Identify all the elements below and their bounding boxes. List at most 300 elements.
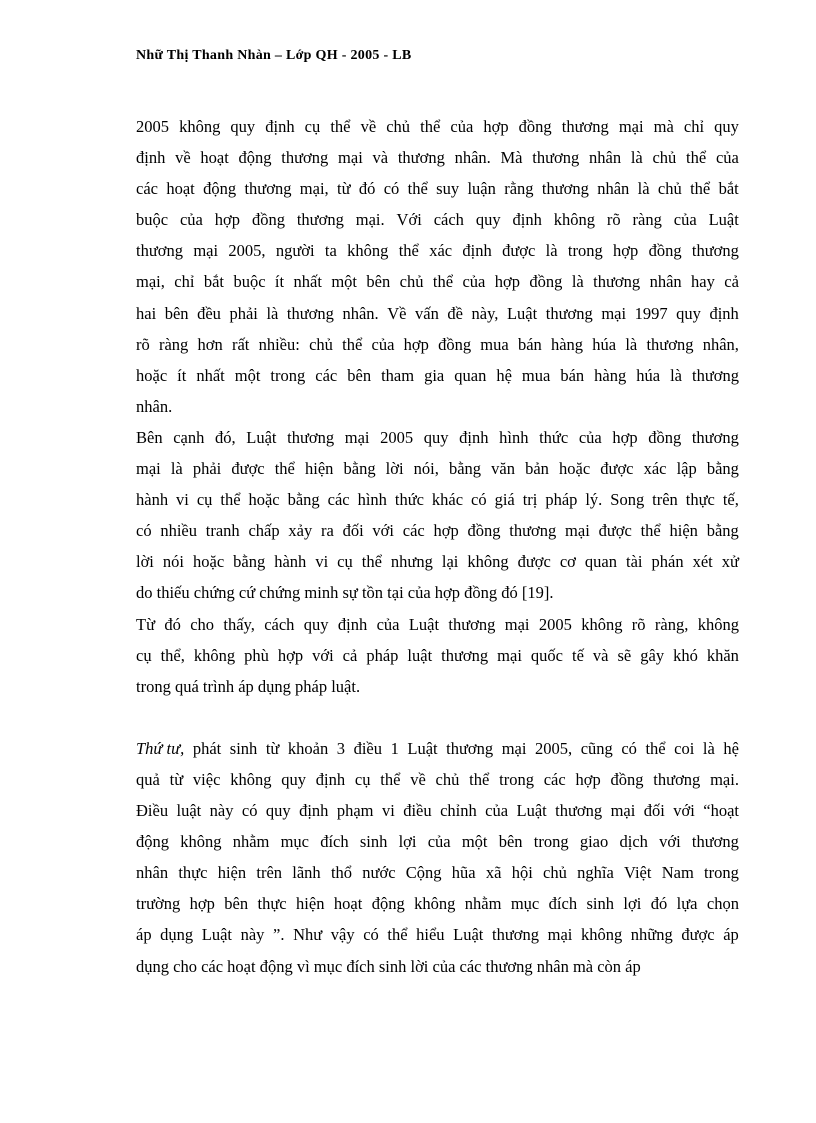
word: trên bbox=[652, 490, 678, 510]
word: hiện bbox=[296, 894, 325, 914]
word: hũa bbox=[451, 863, 476, 883]
word: áp bbox=[136, 925, 152, 945]
word: thương bbox=[555, 801, 603, 821]
word: thương bbox=[541, 179, 589, 199]
word: luật bbox=[176, 801, 202, 821]
word: Luật bbox=[708, 210, 739, 230]
word: các bbox=[543, 769, 566, 789]
word: của bbox=[450, 117, 474, 136]
word: được bbox=[502, 241, 536, 261]
word: nói, bbox=[413, 459, 439, 479]
word: Nam bbox=[661, 863, 694, 883]
word: coi bbox=[674, 738, 695, 758]
word: gia bbox=[424, 365, 445, 385]
word: mua bbox=[521, 365, 551, 385]
word: mục bbox=[280, 832, 309, 852]
word: khác bbox=[431, 490, 464, 510]
word: sinh bbox=[586, 894, 615, 914]
word: phán bbox=[651, 552, 684, 572]
word: thể bbox=[640, 521, 661, 541]
word: của bbox=[462, 272, 486, 292]
word: thể bbox=[361, 552, 382, 572]
word: hay bbox=[691, 272, 715, 292]
word: nhân. bbox=[342, 303, 379, 323]
word: Mà bbox=[500, 148, 523, 168]
word: về bbox=[175, 148, 191, 168]
word: húa bbox=[636, 365, 661, 385]
word: ràng bbox=[632, 210, 662, 230]
text-line bbox=[136, 919, 739, 950]
word: trường bbox=[136, 894, 181, 914]
word: hợp bbox=[433, 521, 459, 541]
word: Song bbox=[610, 490, 645, 510]
word: không bbox=[580, 925, 623, 945]
word: cạnh bbox=[173, 427, 205, 447]
word: định bbox=[459, 427, 489, 447]
word: trong bbox=[499, 769, 534, 789]
word: xét bbox=[692, 552, 713, 572]
word: 2005 bbox=[380, 427, 414, 447]
word: Như bbox=[293, 925, 323, 945]
word: Luật bbox=[453, 925, 484, 945]
word: pháp bbox=[545, 490, 578, 510]
word: động bbox=[203, 179, 237, 199]
word: các bbox=[402, 521, 425, 541]
word: quốc bbox=[530, 645, 563, 665]
word: quy bbox=[303, 614, 329, 634]
word: sinh bbox=[229, 738, 258, 758]
word: sinh bbox=[359, 832, 388, 852]
word: quy bbox=[714, 117, 739, 136]
word: chọn bbox=[706, 894, 739, 914]
word: thể bbox=[420, 117, 441, 136]
word: thương bbox=[509, 521, 557, 541]
word: về bbox=[410, 769, 426, 789]
word: rõ bbox=[136, 334, 150, 354]
word: nhằm bbox=[464, 894, 502, 914]
word: mà bbox=[653, 117, 674, 136]
word: là bbox=[637, 179, 650, 199]
word: hành bbox=[274, 552, 307, 572]
word: là bbox=[545, 241, 558, 261]
word: bên bbox=[498, 832, 523, 852]
word: lợi bbox=[623, 894, 642, 914]
word: là bbox=[571, 272, 584, 292]
word: của bbox=[578, 427, 602, 447]
word: hoặc bbox=[193, 552, 225, 572]
word: động bbox=[136, 832, 169, 852]
word: hợp bbox=[403, 334, 429, 354]
word: thể bbox=[398, 241, 419, 261]
word: thổ bbox=[330, 863, 353, 883]
word: không bbox=[414, 894, 456, 914]
word: thương bbox=[136, 241, 184, 261]
word: lý. bbox=[585, 490, 603, 510]
word: được bbox=[600, 459, 634, 479]
text-line bbox=[136, 609, 739, 640]
word: thể bbox=[690, 179, 711, 199]
word: từ bbox=[337, 179, 351, 199]
word: giá bbox=[494, 490, 515, 510]
word: cả bbox=[724, 272, 739, 292]
word: rất bbox=[231, 334, 250, 354]
word: thương bbox=[691, 241, 739, 261]
word: hàng bbox=[550, 334, 584, 354]
word: hình bbox=[499, 427, 529, 447]
text-line bbox=[136, 577, 739, 608]
line-text: trong quá trình áp dụng pháp luật. bbox=[136, 676, 361, 696]
word: định bbox=[315, 769, 346, 789]
word: tế bbox=[572, 645, 584, 665]
text-line bbox=[136, 111, 739, 142]
word: đồng bbox=[251, 210, 285, 230]
word: được bbox=[231, 459, 265, 479]
word: nhân bbox=[597, 179, 630, 199]
word: đối bbox=[342, 521, 364, 541]
word: nhất bbox=[196, 365, 225, 385]
word: quả bbox=[136, 769, 160, 789]
word: rõ bbox=[606, 210, 621, 230]
text-line bbox=[136, 298, 739, 329]
word: chủ bbox=[543, 863, 567, 883]
line-text: nhân. bbox=[136, 396, 173, 416]
word: phải bbox=[229, 303, 258, 323]
word: suy bbox=[436, 179, 460, 199]
word: bản bbox=[525, 459, 549, 479]
text-line bbox=[136, 515, 739, 546]
word: thể bbox=[380, 769, 401, 789]
word: sẽ bbox=[617, 645, 632, 665]
word: điều bbox=[353, 738, 383, 758]
word: “hoạt bbox=[703, 801, 739, 821]
word: và bbox=[592, 645, 609, 665]
word: bằng bbox=[343, 459, 376, 479]
text-line bbox=[136, 640, 739, 671]
word: mại bbox=[547, 925, 573, 945]
word: luận bbox=[467, 179, 496, 199]
word: áp bbox=[723, 925, 739, 945]
word: Cộng bbox=[405, 863, 442, 883]
word: tham bbox=[381, 365, 415, 385]
word: đồng bbox=[467, 521, 501, 541]
word: hệ bbox=[496, 365, 512, 385]
word: 1 bbox=[390, 738, 399, 758]
word: nhằm bbox=[232, 832, 270, 852]
word: định bbox=[136, 148, 166, 168]
word: hợp bbox=[277, 645, 304, 665]
word: thể bbox=[645, 738, 666, 758]
word: từ bbox=[169, 769, 184, 789]
word: những bbox=[630, 925, 673, 945]
word: nước bbox=[362, 863, 396, 883]
word: ít bbox=[177, 365, 187, 385]
word: các bbox=[327, 490, 350, 510]
word: mại, bbox=[299, 179, 329, 199]
word: giao bbox=[579, 832, 609, 852]
word: quy bbox=[230, 117, 256, 136]
word: cho bbox=[190, 614, 215, 634]
word: trong bbox=[567, 241, 603, 261]
word: Việt bbox=[624, 863, 652, 883]
word: vi bbox=[315, 552, 329, 572]
word: hội bbox=[511, 863, 533, 883]
word: khó bbox=[673, 645, 698, 665]
word: đồng bbox=[610, 769, 644, 789]
text-line bbox=[136, 453, 739, 484]
word: đích bbox=[320, 832, 349, 852]
word: bằng bbox=[287, 490, 320, 510]
word: được bbox=[517, 552, 551, 572]
word: hơn bbox=[197, 334, 223, 354]
word: tranh bbox=[205, 521, 240, 541]
word: đó bbox=[358, 179, 376, 199]
word: không bbox=[697, 614, 739, 634]
word: không bbox=[553, 210, 595, 230]
word: lựa bbox=[676, 894, 698, 914]
word: của bbox=[715, 148, 739, 168]
word: cách bbox=[433, 210, 464, 230]
word: 2005 bbox=[538, 614, 572, 634]
word: húa bbox=[592, 334, 617, 354]
text-line bbox=[136, 951, 739, 982]
word: xác bbox=[429, 241, 453, 261]
word: bằng bbox=[706, 521, 739, 541]
word: định bbox=[265, 117, 295, 136]
text-line bbox=[136, 888, 739, 919]
word: Luật bbox=[407, 738, 438, 758]
word: thương bbox=[244, 179, 292, 199]
word: bằng bbox=[706, 459, 739, 479]
word: thương bbox=[691, 365, 739, 385]
word: hoạt bbox=[200, 148, 229, 168]
word: lại bbox=[441, 552, 459, 572]
word: các bbox=[315, 365, 338, 385]
word: dịch bbox=[619, 832, 648, 852]
word: Luật bbox=[246, 427, 277, 447]
word: hai bbox=[136, 303, 157, 323]
word: nhân bbox=[136, 863, 169, 883]
word: trên bbox=[256, 863, 283, 883]
word: chỉnh bbox=[440, 801, 477, 821]
document-body bbox=[136, 111, 739, 982]
word: hành bbox=[136, 490, 169, 510]
word: 1997 bbox=[634, 303, 668, 323]
word: chủ bbox=[652, 148, 677, 168]
running-header: Nhữ Thị Thanh Nhàn – Lớp QH - 2005 - LB bbox=[136, 48, 412, 63]
word: thương bbox=[691, 832, 739, 852]
word: định bbox=[299, 801, 329, 821]
word: đó, bbox=[215, 427, 236, 447]
text-line bbox=[136, 360, 739, 391]
word: động bbox=[371, 894, 405, 914]
word: bắt bbox=[718, 179, 739, 199]
word: hiện bbox=[304, 459, 334, 479]
word: phạm bbox=[336, 801, 374, 821]
word: thể bbox=[686, 148, 707, 168]
word: nhất bbox=[293, 272, 322, 292]
word: cụ bbox=[337, 552, 353, 572]
word: không bbox=[179, 117, 221, 136]
word: trị bbox=[522, 490, 538, 510]
word: khăn bbox=[706, 645, 739, 665]
word: từ bbox=[265, 738, 280, 758]
word: đồng bbox=[529, 272, 563, 292]
word: tế, bbox=[722, 490, 739, 510]
word: tài bbox=[626, 552, 643, 572]
word: mại bbox=[136, 459, 161, 479]
word: hiện bbox=[669, 521, 698, 541]
word: nói bbox=[162, 552, 184, 572]
word: luật bbox=[407, 645, 433, 665]
word: Điều bbox=[136, 801, 169, 821]
word: nhân bbox=[649, 272, 682, 292]
word: ràng bbox=[158, 334, 189, 354]
word: hợp bbox=[575, 769, 601, 789]
word: thương bbox=[545, 303, 593, 323]
word: không bbox=[467, 552, 509, 572]
word: hoạt bbox=[333, 894, 363, 914]
word: nghĩa bbox=[577, 863, 614, 883]
word: xử bbox=[721, 552, 739, 572]
word: mại bbox=[501, 738, 527, 758]
word: Từ bbox=[136, 614, 156, 634]
word: thương bbox=[653, 769, 701, 789]
word: cơ bbox=[559, 552, 576, 572]
text-line bbox=[136, 391, 739, 422]
word: bên bbox=[366, 272, 391, 292]
word: mại bbox=[344, 427, 370, 447]
word: mại bbox=[565, 521, 590, 541]
word: hợp bbox=[214, 210, 241, 230]
word: có bbox=[363, 925, 379, 945]
word: thể bbox=[330, 117, 351, 136]
word: thực bbox=[685, 490, 715, 510]
word: nhưng bbox=[390, 552, 433, 572]
word: chủ bbox=[657, 179, 682, 199]
word: người bbox=[275, 241, 315, 261]
word: vậy bbox=[330, 925, 355, 945]
word: mại. bbox=[355, 210, 385, 230]
word: rằng bbox=[504, 179, 534, 199]
word: cụ bbox=[304, 117, 321, 136]
word: bên bbox=[224, 894, 249, 914]
word: là bbox=[266, 303, 279, 323]
word: cả bbox=[342, 645, 358, 665]
word: của bbox=[371, 334, 395, 354]
text-line bbox=[136, 546, 739, 577]
word: mại bbox=[618, 117, 644, 136]
word: đồng bbox=[438, 334, 472, 354]
word: Luật bbox=[408, 614, 440, 634]
word: hiện bbox=[217, 863, 247, 883]
word: thương bbox=[561, 117, 609, 136]
text-line bbox=[136, 671, 739, 702]
word: không bbox=[180, 832, 222, 852]
word: cũng bbox=[580, 738, 613, 758]
word: chỉ bbox=[174, 272, 195, 292]
word: cụ bbox=[136, 645, 152, 665]
text-line bbox=[136, 484, 739, 515]
text-line bbox=[136, 733, 739, 764]
word: dụng bbox=[160, 925, 194, 945]
word: xảy bbox=[288, 521, 313, 541]
word: định bbox=[512, 210, 542, 230]
text-line bbox=[136, 764, 739, 795]
word: vấn bbox=[415, 303, 439, 323]
word: này bbox=[209, 801, 234, 821]
word: với bbox=[673, 801, 695, 821]
word: buộc bbox=[136, 210, 169, 230]
word: trong bbox=[533, 832, 569, 852]
word: thương bbox=[532, 148, 580, 168]
word: nhân. bbox=[454, 148, 491, 168]
word: bên bbox=[347, 365, 372, 385]
word: hàng bbox=[594, 365, 627, 385]
word: đối bbox=[643, 801, 665, 821]
word: định bbox=[709, 303, 739, 323]
word: thức bbox=[539, 427, 569, 447]
word: được bbox=[681, 925, 715, 945]
word: với bbox=[659, 832, 681, 852]
word: văn bbox=[491, 459, 515, 479]
word: khoản bbox=[287, 738, 329, 758]
word: trong bbox=[270, 365, 306, 385]
word: lời bbox=[385, 459, 404, 479]
word: thể bbox=[387, 925, 408, 945]
word: chỉ bbox=[683, 117, 705, 136]
word: chủ bbox=[399, 272, 424, 292]
word: xã bbox=[485, 863, 502, 883]
word: chủ bbox=[435, 769, 460, 789]
word: và bbox=[372, 148, 389, 168]
word: 2005 bbox=[136, 117, 169, 136]
word: việc bbox=[192, 769, 221, 789]
word: điều bbox=[403, 801, 432, 821]
word: ra bbox=[320, 521, 334, 541]
word: Với bbox=[396, 210, 422, 230]
word: quan bbox=[454, 365, 487, 385]
word: Luật bbox=[506, 303, 538, 323]
word: của bbox=[376, 614, 400, 634]
word: 2005, bbox=[535, 738, 573, 758]
word: chủ bbox=[309, 334, 333, 354]
word: mại. bbox=[710, 769, 739, 789]
word: hiểu bbox=[416, 925, 445, 945]
word: phát bbox=[192, 738, 222, 758]
word: buộc bbox=[233, 272, 266, 292]
word: không bbox=[230, 769, 272, 789]
word: thương bbox=[593, 272, 641, 292]
word: là bbox=[170, 459, 183, 479]
word: bắt bbox=[203, 272, 225, 292]
text-line bbox=[136, 795, 739, 826]
word: có bbox=[383, 179, 400, 199]
word: đồng bbox=[648, 241, 682, 261]
word: quy bbox=[281, 769, 306, 789]
word: thể bbox=[432, 272, 454, 292]
word: mại bbox=[193, 241, 219, 261]
word: định bbox=[337, 614, 368, 634]
word: hoặc bbox=[136, 365, 168, 385]
word: quy bbox=[423, 427, 449, 447]
word: cụ bbox=[354, 769, 371, 789]
word: quy bbox=[475, 210, 501, 230]
word: bằng bbox=[233, 552, 266, 572]
word: Luật bbox=[201, 925, 233, 945]
text-line bbox=[136, 266, 739, 297]
word: pháp bbox=[366, 645, 399, 665]
text-line bbox=[136, 204, 739, 235]
